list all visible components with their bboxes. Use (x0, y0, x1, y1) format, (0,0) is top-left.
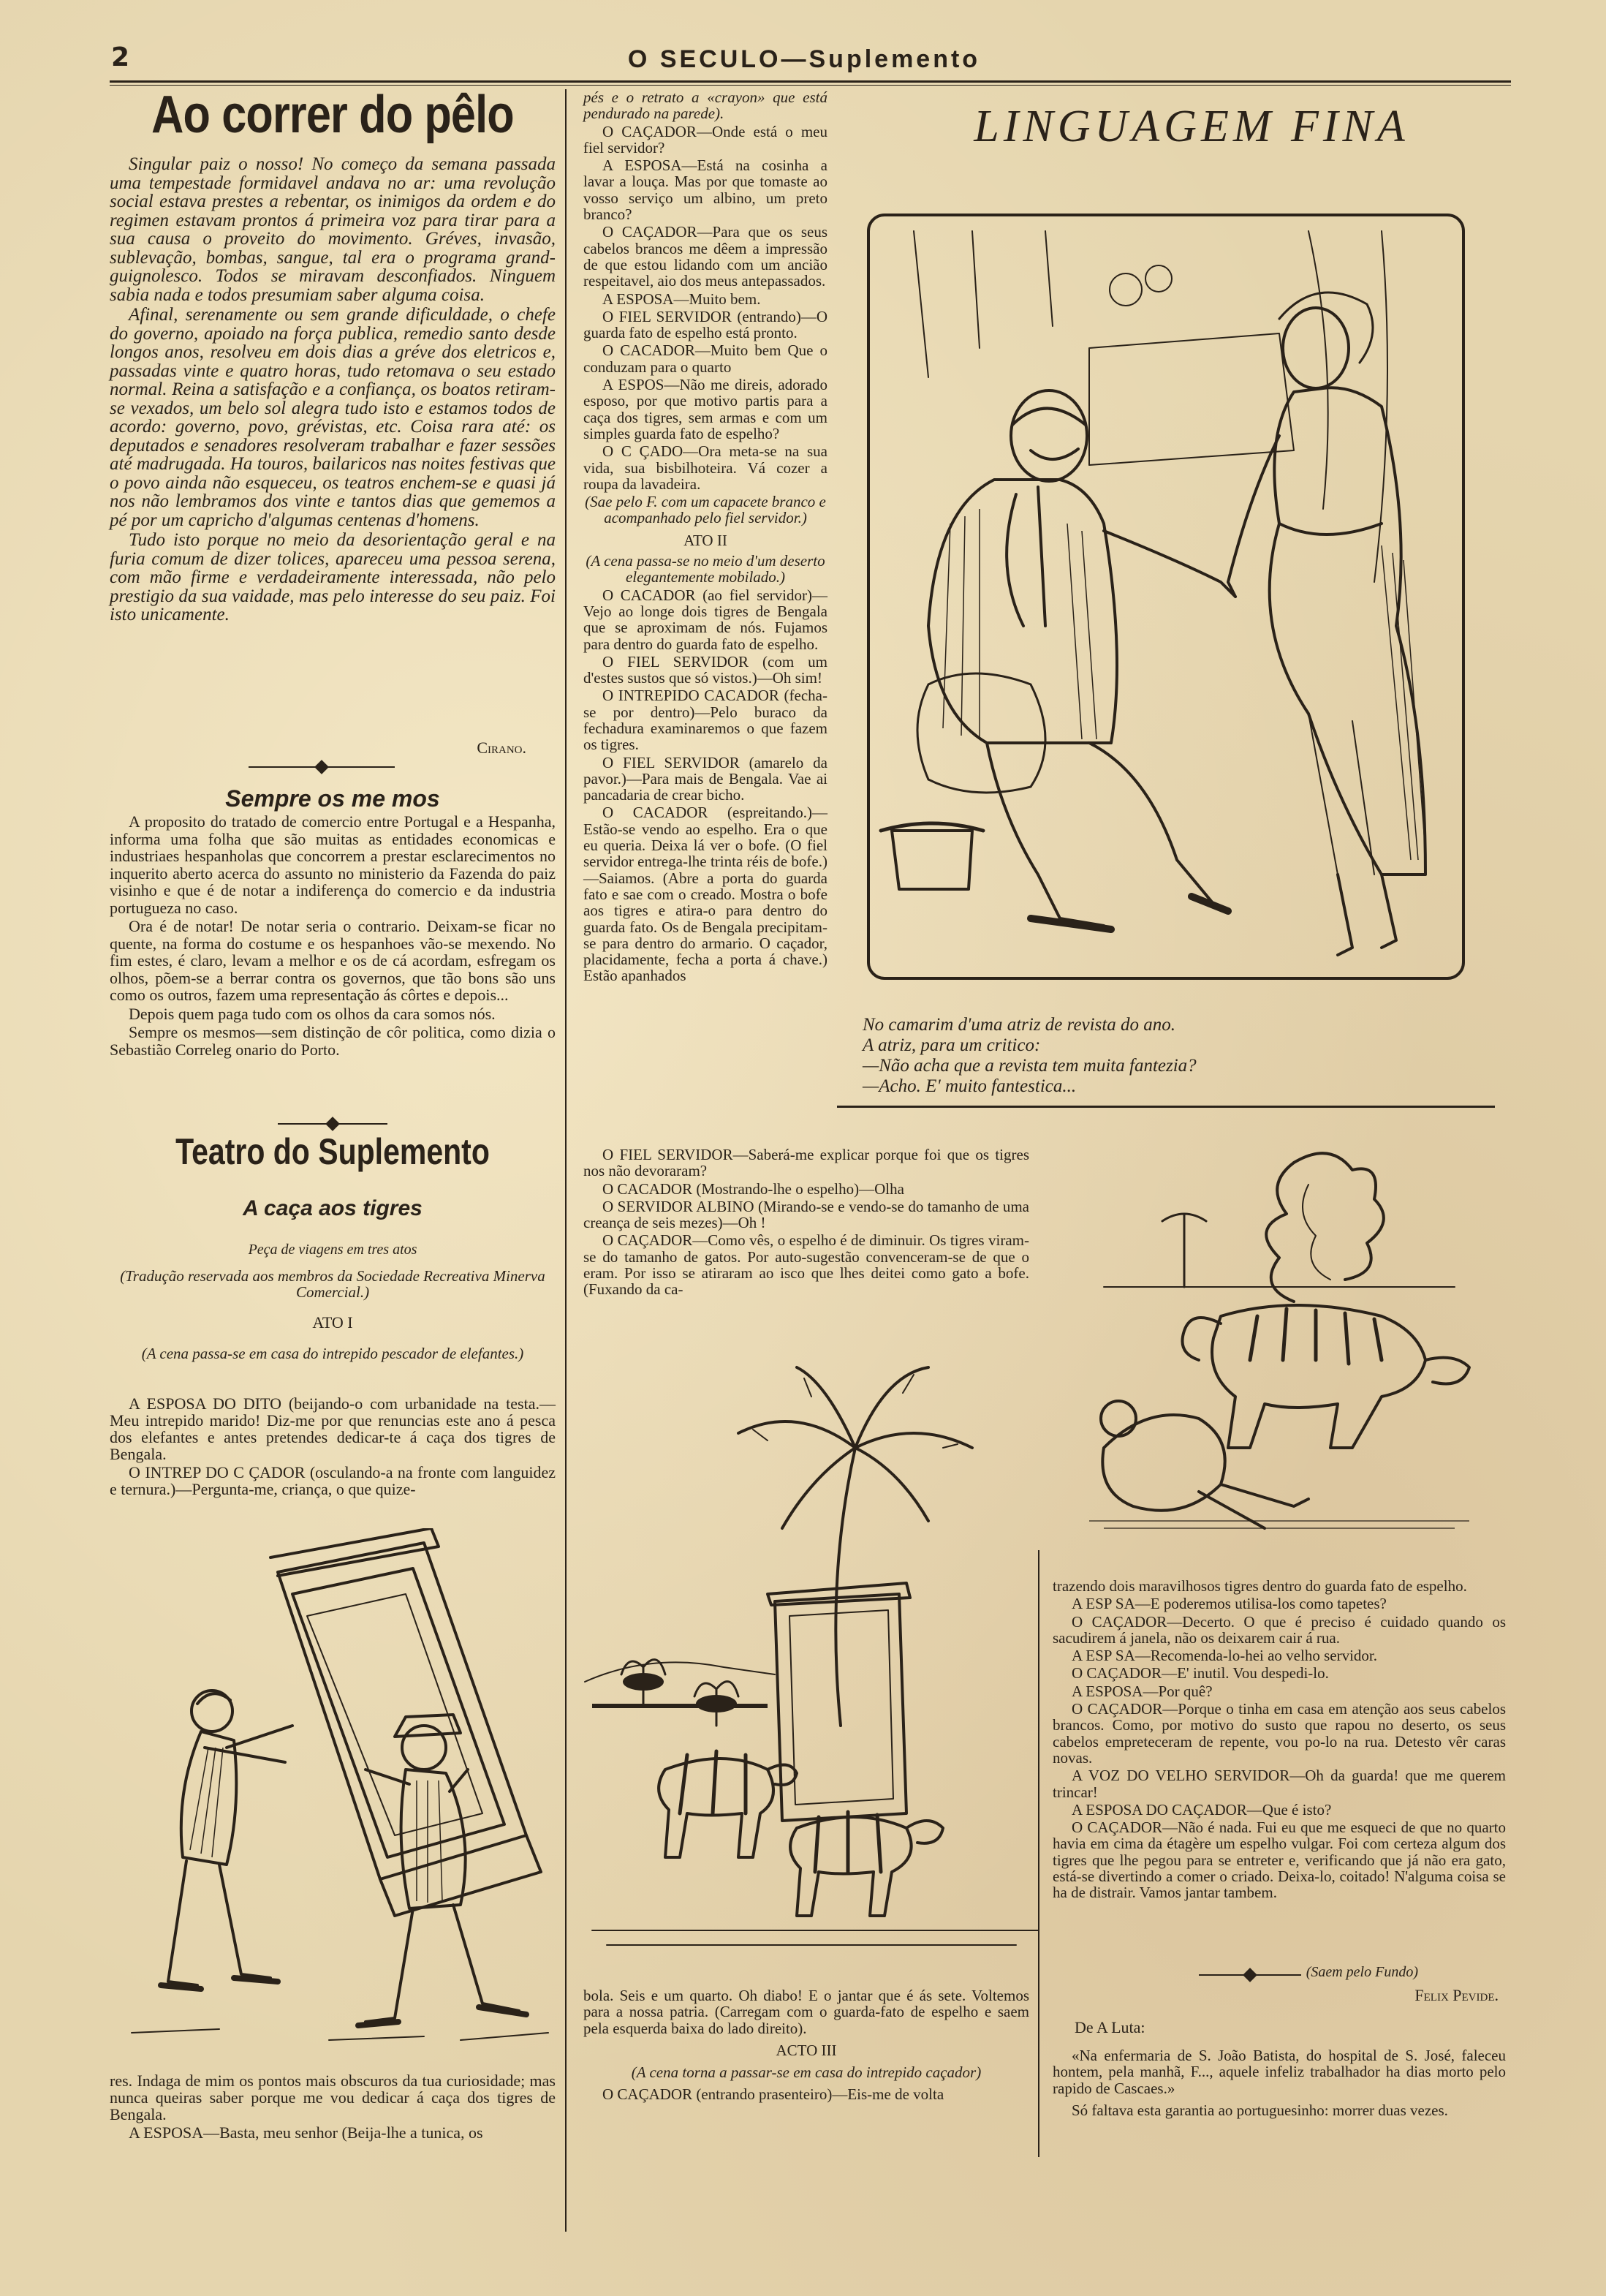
dialogue-line: A ESPOSA DO DITO (beijando-o com urbanidade na testa.—Meu intrepido marido! Diz-me por que renuncias este ano á pesca dos elefantes e antes pretendes dedicar-te á caça dos tigres de Bengala. (110, 1394, 556, 1463)
column-rule-1 (565, 89, 567, 2232)
dialogue-line: A ESPOSA—Está na cosinha a lavar a louça. Mas por que tomaste ao vosso serviço um albino, um preto branco? (583, 156, 827, 224)
dialogue-line: O CAÇADOR—Porque o tinha em casa em atenção aos seus cabelos brancos. Como, por motivo do susto que rapou no deserto, os seus cabelos empreteceram de repente, vou po-lo na rua. Detesto vêr caras novas. (1053, 1700, 1506, 1767)
dialogue-line: O CAÇADOR—E' inutil. Vou despedi-lo. (1072, 1664, 1329, 1683)
stage-direction: (Sae pelo F. com um capacete branco e acompanhado pelo fiel servidor.) (585, 493, 826, 527)
section-divider (249, 766, 395, 768)
act-1-heading: ATO I (312, 1313, 353, 1332)
dialogue-line: O FIEL SERVIDOR (com um d'estes sustos que só vistos.)—Oh sim! (583, 652, 827, 687)
heading-sempre-os-mesmos: Sempre os me mos (225, 785, 440, 812)
paragraph: Sempre os mesmos—sem distinção de côr politica, como dizia o Sebastião Correleg onario do Porto. (110, 1023, 556, 1059)
dialogue-line: O CAÇADOR—Onde está o meu fiel servidor? (583, 122, 827, 156)
section-divider (1199, 1974, 1301, 1976)
translation-note: (Tradução reservada aos membros da Sociedade Recreativa Minerva Comercial.) (120, 1267, 545, 1301)
signature-felix-pevide: Felix Pevide. (1414, 1986, 1499, 2004)
act-2-heading: ATO II (683, 531, 727, 549)
dialogue-line: pés e o retrato a «crayon» que está pendurado na parede). (583, 88, 827, 123)
dialogue-line: O FIEL SERVIDOR (entrando)—O guarda fato de espelho está pronto. (583, 307, 827, 342)
cartoon-caption (863, 1015, 1462, 1097)
dialogue-line: O CACADOR (espreitando.)—Estão-se vendo ao espelho. Era o que eu queria. Deixa lá ver o bofe. (O fiel servidor entrega-lhe trinta réis de bofe.)—Saiamos. (Abre a porta do guarda fato e sae com o creado. Mostra o bofe aos tigres e atira-o para dentro do guarda fato. Os de Bengala precipitam-se para dentro do armario. O caçador, placidamente, fecha a porta á chave.) Estão apanhados (583, 804, 827, 985)
dialogue-line: A ESPOSA—Por quê? (1072, 1682, 1213, 1700)
act-1-continued (110, 2072, 556, 2142)
dialogue-line: A VOZ DO VELHO SERVIDOR—Oh da guarda! que me querem trincar! (1053, 1767, 1506, 1801)
paragraph: Ora é de notar! De notar seria o contrario. Deixam-se ficar no quente, na forma do costume e os hespanhoes vão-se mexendo. No fim estes, é claro, levam a melhor e os de cá acordam, esfregam os olhos, põem-se a berrar contra os governos, que tão bons são uns como os outros, fazem uma representação ás côrtes e depois... (110, 917, 556, 1004)
desert-tigers-illustration (577, 1360, 1053, 1982)
dialogue-line: O CAÇADOR—Para que os seus cabelos brancos me dêem a impressão de que estou lidando com um ancião respeitavel, aio dos meus antepassados. (583, 223, 827, 290)
source-de-a-luta: De A Luta: (1075, 2018, 1145, 2036)
dialogue-line: O INTREP DO C ÇADOR (osculando-a na fronte com languidez e ternura.)—Pergunta-me, criança, o que quize- (110, 1463, 556, 1498)
dialogue-line: O SERVIDOR ALBINO (Mirando-se e vendo-se do tamanho de uma creança de seis mezes)—Oh ! (583, 1197, 1029, 1232)
act-3-scene: (A cena torna a passar-se em casa do intrepido caçador) (631, 2063, 982, 2082)
dialogue-line: O CAÇADOR (entrando prasenteiro)—Eis-me de volta (602, 2085, 944, 2104)
cartoon-rule (837, 1106, 1495, 1108)
stage-direction-exit: (Saem pelo Fundo) (1306, 1964, 1418, 1980)
dialogue-line: O CAÇADOR—Não é nada. Fui eu que me esqueci de que no quarto havia em cima da étagère um espelho vulgar. Foi com certeza algum dos tigres que lhe pegou para se entreter e, verificando que já não era gato, está-se divertindo a comer o criado. Deixa-lo, coitado! N'alguma coisa se ha de distrair. Vamos jantar tambem. (1053, 1819, 1506, 1902)
caption-line: A atriz, para um critico: (863, 1035, 1041, 1055)
dialogue-line: O FIEL SERVIDOR—Saberá-me explicar porque foi que os tigres nos não devoraram? (583, 1146, 1029, 1180)
dialogue-line: O CACADOR—Muito bem Que o conduzam para o quarto (583, 341, 827, 376)
dialogue-line: A ESPOSA—Muito bem. (602, 290, 761, 308)
article-sempre-os-mesmos (110, 813, 556, 1060)
caption-line: —Não acha que a revista tem muita fantezia? (863, 1056, 1197, 1076)
paragraph: A proposito do tratado de comercio entre Portugal e a Hespanha, informa uma folha que são muitas as entidades economicas e industriaes hespanholas que concorrem a prestar esclarecimentos no inquerito aberto acerca do assunto no ministerio da Fazenda do paiz visinho e que é de notar a indiferença do comercio e da industria portugueza no caso. (110, 812, 556, 917)
quote-block (1053, 2047, 1506, 2120)
dialogue-line: O CAÇADOR—Decerto. O que é preciso é cuidado quando os sacudirem á janela, não os deixarem cair á rua. (1053, 1612, 1506, 1647)
dialogue-line: O C ÇADO—Ora meta-se na sua vida, sua bisbilhoteira. Vá cozer a roupa da lavadeira. (583, 442, 827, 493)
act-2-continued (583, 1147, 1029, 1299)
act-2-scene: (A cena passa-se no meio d'um deserto elegantemente mobilado.) (586, 552, 825, 586)
play-title: A caça aos tigres (243, 1196, 423, 1220)
quote-text: «Na enfermaria de S. João Batista, do hospital de S. José, faleceu hontem, pela manhã, F..., aquele infeliz trabalhador ha dias morto pelo rapido de Cascaes.» (1053, 2047, 1506, 2097)
page-number: 2 (111, 42, 130, 72)
dialogue-line: A ESPOSA DO CAÇADOR—Que é isto? (1072, 1800, 1332, 1819)
caption-line: No camarim d'uma atriz de revista do ano. (863, 1015, 1176, 1035)
dialogue-line: A ESP SA—E poderemos utilisa-los como tapetes? (1072, 1595, 1387, 1613)
header-rule (110, 80, 1511, 83)
dialogue-line: A ESP SA—Recomenda-lo-hei ao velho servidor. (1072, 1647, 1377, 1665)
caption-line: —Acho. E' muito fantestica... (863, 1076, 1077, 1096)
act-3-heading: ACTO III (776, 2041, 837, 2059)
dressing-room-cartoon (870, 216, 1459, 974)
act-1-scene: (A cena passa-se em casa do intrepido pescador de elefantes.) (141, 1345, 524, 1362)
act-1-dialogue (110, 1395, 556, 1499)
heading-teatro-do-suplemento: Teatro do Suplemento (175, 1131, 490, 1172)
dialogue-line: trazendo dois maravilhosos tigres dentro do guarda fato de espelho. (1053, 1577, 1467, 1595)
paragraph: Depois quem paga tudo com os olhos da cara somos nós. (129, 1004, 496, 1023)
dialogue-line: bola. Seis e um quarto. Oh diabo! E o jantar que é ás sete. Voltemos para a nossa patria. (Carregam com o guarda-fato de espelho e saem pela esquerda baixa do lado direito). (583, 1987, 1029, 2037)
signature-cirano: Cirano. (477, 739, 526, 757)
dialogue-line: O INTREPIDO CACADOR (fecha-se por dentro)—Pelo buraco da fechadura examinaremos o que fazem os tigres. (583, 687, 827, 754)
act-1-continued-col2 (583, 89, 827, 986)
paragraph: Singular paiz o nosso! No começo da semana passada uma tempestade formidavel andava no ar: uma revolução social estava prestes a rebentar, os inimigos da ordem e do regimen estavam prontos á primeira voz para tirar para a sua causa o proveito do movimento. Gréves, invasão, sublevação, bombas, sangue, tal era o programa grand-guignolesco. Todos se miravam desconfiados. Ninguem sabia nada e todos presumiam saber alguma coisa. (110, 154, 556, 305)
cartoon-title: LINGUAGEM FINA (974, 102, 1409, 151)
act-3-dialogue (1053, 1578, 1506, 1903)
article-ao-correr (110, 155, 556, 626)
act-3-section (583, 1987, 1029, 2104)
dialogue-line: res. Indaga de mim os pontos mais obscuros da tua curiosidade; mas nunca queiras saber porque me vou dedicar á caça dos tigres de Bengala. (110, 2072, 556, 2123)
paragraph: Tudo isto porque no meio da desorientação geral e na furia comum de dizer tolices, apareceu uma pessoa serena, com mão firme e verdadeiramente interessada, não pelo prestigio da sua vaidade, mas pelo interesse do seu paiz. Foi isto unicamente. (110, 530, 556, 624)
headline-ao-correr: Ao correr do pêlo (151, 86, 514, 144)
dialogue-line: O FIEL SERVIDOR (amarelo da pavor.)—Para mais de Bengala. Vae ai pancadaria de crear bicho. (583, 753, 827, 804)
wardrobe-illustration (117, 1528, 556, 2055)
section-divider (278, 1123, 387, 1125)
comment-text: Só faltava esta garantia ao portuguesinho: morrer duas vezes. (1072, 2101, 1448, 2119)
masthead-title: O SECULO—Suplemento (627, 45, 981, 73)
play-subtitle: Peça de viagens em tres atos (248, 1242, 417, 1258)
dialogue-line: O CAÇADOR—Como vês, o espelho é de diminuir. Os tigres viram-se do tamanho de gatos. Por auto-sugestão convenceram-se de que o eram. Por isso se atiraram ao isco que lhes deitei como gato a bofe. (Fuxando da ca- (583, 1231, 1029, 1299)
paragraph: Afinal, serenamente ou sem grande dificuldade, o chefe do governo, apoiado na força publica, remedio santo desde longos anos, resolveu em dois dias a gréve dos eletricos e, passadas vinte e quatro horas, tudo retomava o seu estado normal. Reina a satisfação e a confiança, os boatos retiram-se vexados, um belo sol alegra tudo isto e estamos todos de acordo: governo, povo, grévistas, etc. Coisa rara até: os deputados e senadores resolveram trabalhar e fazer sessões até madrugada. Ha touros, bailaricos nas noites festivas que o povo ainda não esqueceu, os teatros enchem-se e quasi já nos não lembramos dos vinte e tantos dias que gememos a pé por um capricho d'algumas centenas d'homens. (110, 305, 556, 530)
tiger-illustration-wardrobe (1075, 1141, 1484, 1550)
dialogue-line: A ESPOS—Não me direis, adorado esposo, por que motivo partis para a caça dos tigres, sem armas e com um simples guarda fato de espelho? (583, 376, 827, 442)
dialogue-line: O CACADOR (Mostrando-lhe o espelho)—Olha (602, 1179, 904, 1198)
dialogue-line: O CACADOR (ao fiel servidor)—Vejo ao longe dois tigres de Bengala que se aproximam de nós. Fujamos para dentro do guarda fato de espelho. (583, 586, 827, 653)
dialogue-line: A ESPOSA—Basta, meu senhor (Beija-lhe a tunica, os (129, 2123, 483, 2142)
